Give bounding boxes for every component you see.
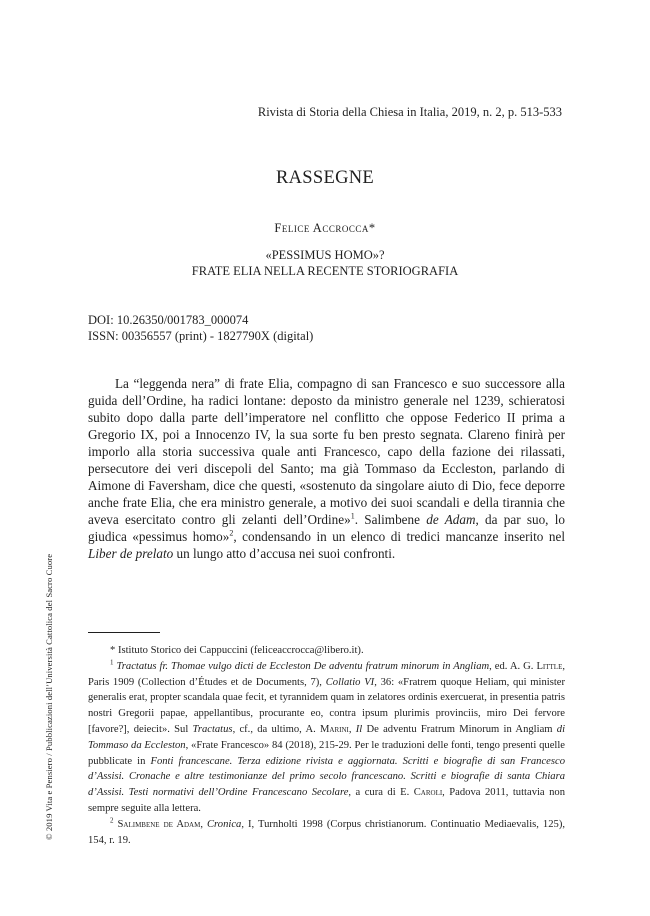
fn-italic: di Tommaso da Eccleston <box>88 723 566 751</box>
fn-text: , 36: «Fratrem quoque Heliam, qui minister generalis erat, propter scandala quae fecit, et tyrannidem quam in zelatores ordinis exercuerat, in presentia patris nostri Gregorii papae, appellantibus, procurante eo, contra ipsum plurimis provinciis, miro Dei fervore [favore?], deiecit». Sul <box>88 676 565 735</box>
fn-italic: Fonti francescane. Terza edizione rivista e aggiornata. Scritti e biografie di san Francesco d’Assisi. Cronache e altre testimonianze del primo secolo francescano. Scritti e biografie di santa Chiara d’Assisi. Testi normativi dell’Ordine Francescano Secolare <box>88 755 565 799</box>
journal-citation: Rivista di Storia della Chiesa in Italia, 2019, n. 2, p. 513-533 <box>257 105 562 119</box>
fn-text: , «Frate Francesco» 84 (2018), 215-29. Per le traduzioni delle fonti, tengo presenti quelle pubblicate in <box>88 739 565 767</box>
footnote-separator <box>88 632 160 633</box>
body-text-segment: La “leggenda nera” di frate Elia, compagno di san Francesco e suo successore alla guida dell’Ordine, ha radici lontane: deposto da ministro generale nel 1239, schieratosi subito dopo dalla parte dell’imperatore nel conflitto che oppose Federico II prima a Gregorio IX, poi a Innocenzo IV, la sua sorte fu ben presto segnata. Clareno finirà per imporlo alla storia successiva quale anti Francesco, capo della fazione dei rilassati, persecutore dei veri discepoli del Santo; ma già Tommaso da Eccleston, parlando di Aimone di Faversham, dice che questi, «sostenuto da singolare aiuto di Dio, fece deporre anche frate Elia, che era ministro generale, a motivo dei suoi scandali e della tirannia che aveva esercitato contro gli zelanti dell’Ordine» <box>88 376 565 527</box>
body-text-segment: . Salimbene <box>354 512 427 527</box>
body-text-segment: , da par suo, lo giudica «pessimus homo» <box>88 512 565 544</box>
fn-text: De adventu Fratrum Minorum in Angliam <box>362 723 557 735</box>
fn-smallcaps: Marini <box>320 723 349 735</box>
author-line <box>0 221 650 236</box>
author-name: Felice Accrocca <box>274 221 369 235</box>
footnote-star: * Istituto Storico dei Cappuccini (feliceaccrocca@libero.it). <box>110 645 364 656</box>
doi: DOI: 10.26350/001783_000074 <box>88 313 249 327</box>
footnote-2-marker: 2 <box>110 816 114 825</box>
fn-text: , <box>348 723 356 735</box>
article-title-line-1: «PESSIMUS HOMO»? <box>265 248 385 262</box>
fn-text: , a cura di E. <box>348 787 414 799</box>
issn: ISSN: 00356557 (print) - 1827790X (digital) <box>88 329 314 343</box>
fn-italic: Tractatus fr. Thomae vulgo dicti de Eccleston De adventu fratrum minorum in Angliam <box>116 660 490 672</box>
body-italic: Liber de prelato <box>88 546 174 561</box>
fn-text: , I, Turnholti 1998 (Corpus christianorum. Continuatio Mediaevalis, 125), 154, r. 19. <box>88 818 565 846</box>
fn-italic: Il <box>355 723 363 735</box>
fn-text: , Paris 1909 (Collection d’Études et de Documents, 7), <box>88 660 566 688</box>
fn-text: , cf., da ultimo, A. <box>232 723 320 735</box>
fn-smallcaps: Caroli <box>413 787 443 799</box>
footnote-ref-2: 2 <box>229 528 234 538</box>
fn-smallcaps: Salimbene de Adam <box>117 818 201 830</box>
fn-text: , <box>200 818 207 830</box>
footnote-1 <box>88 659 565 817</box>
author-footnote-marker: * <box>368 221 376 235</box>
fn-smallcaps: Little <box>536 660 563 672</box>
article-meta <box>88 312 313 344</box>
footnote-2 <box>88 817 565 849</box>
section-title: RASSEGNE <box>276 168 374 188</box>
footnotes <box>88 643 565 848</box>
fn-italic: Cronica <box>206 818 242 830</box>
fn-italic: Tractatus <box>192 723 233 735</box>
body-italic: de Adam <box>426 512 476 527</box>
footnote-ref-1: 1 <box>350 511 355 521</box>
body-text-segment: un lungo atto d’accusa nei suoi confronti. <box>173 546 396 561</box>
fn-text: , ed. A. G. <box>489 660 537 672</box>
body-paragraph <box>88 375 565 562</box>
body-text-segment: , condensando in un elenco di tredici mancanze inserito nel <box>233 529 565 544</box>
article-title-line-2: FRATE ELIA NELLA RECENTE STORIOGRAFIA <box>191 264 459 278</box>
footnote-1-marker: 1 <box>110 658 114 667</box>
copyright-side-note: © 2019 Vita e Pensiero / Pubblicazioni dell’Università Cattolica del Sacro Cuore <box>44 553 54 840</box>
article-title <box>0 247 650 279</box>
fn-text: , Padova 2011, tuttavia non sempre seguite alla lettera. <box>88 787 565 814</box>
fn-italic: Collatio VI <box>325 676 375 688</box>
